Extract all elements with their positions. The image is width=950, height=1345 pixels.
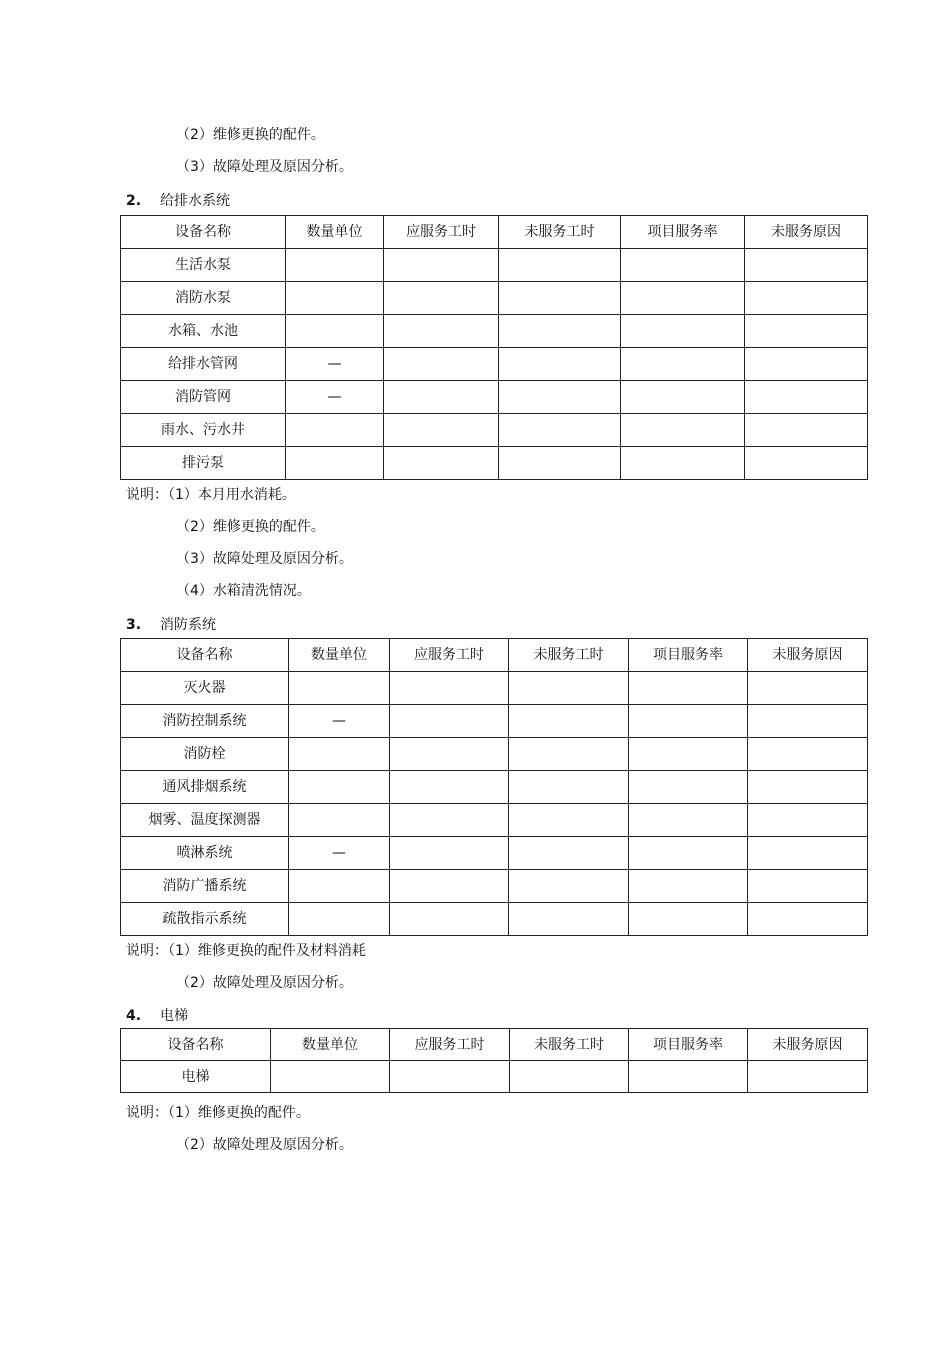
header-cell: 未服务工时	[499, 216, 621, 249]
empty-cell	[621, 249, 745, 282]
note-line: （2）故障处理及原因分析。	[176, 975, 353, 991]
unit-cell	[289, 903, 390, 936]
table-row	[121, 1061, 868, 1093]
note-line: （2）维修更换的配件。	[176, 127, 325, 143]
header-cell: 未服务工时	[510, 1029, 629, 1061]
header-cell: 未服务原因	[745, 216, 868, 249]
equipment-name-cell: 水箱、水池	[121, 315, 286, 348]
empty-cell	[384, 447, 499, 480]
table-row	[121, 348, 868, 381]
empty-cell	[745, 381, 868, 414]
empty-cell	[499, 447, 621, 480]
unit-cell	[289, 672, 390, 705]
note-line: （2）故障处理及原因分析。	[176, 1137, 353, 1153]
note-line	[126, 1104, 310, 1122]
unit-cell: —	[289, 837, 390, 870]
equipment-name-cell: 消防广播系统	[121, 870, 289, 903]
section-title: 电梯	[160, 1008, 188, 1024]
empty-cell	[509, 837, 629, 870]
section-title: 消防系统	[160, 617, 216, 633]
note-line	[126, 942, 366, 960]
empty-cell	[621, 282, 745, 315]
table-fire-system	[120, 638, 868, 936]
empty-cell	[748, 903, 868, 936]
empty-cell	[499, 381, 621, 414]
empty-cell	[629, 705, 748, 738]
equipment-name-cell: 雨水、污水井	[121, 414, 286, 447]
note-line: （3）故障处理及原因分析。	[176, 159, 353, 175]
empty-cell	[384, 381, 499, 414]
table-row	[121, 282, 868, 315]
empty-cell	[629, 903, 748, 936]
table-row	[121, 705, 868, 738]
empty-cell	[745, 249, 868, 282]
empty-cell	[510, 1061, 629, 1093]
equipment-name-cell: 疏散指示系统	[121, 903, 289, 936]
note-text: （1）维修更换的配件及材料消耗	[168, 943, 366, 959]
empty-cell	[390, 837, 509, 870]
empty-cell	[390, 804, 509, 837]
empty-cell	[629, 738, 748, 771]
section-title: 给排水系统	[160, 193, 230, 209]
unit-cell: —	[286, 381, 384, 414]
empty-cell	[629, 837, 748, 870]
empty-cell	[384, 249, 499, 282]
empty-cell	[509, 672, 629, 705]
empty-cell	[499, 249, 621, 282]
empty-cell	[621, 447, 745, 480]
section-heading	[126, 1007, 188, 1025]
unit-cell	[286, 414, 384, 447]
equipment-name-cell: 生活水泵	[121, 249, 286, 282]
empty-cell	[745, 315, 868, 348]
equipment-name-cell: 消防栓	[121, 738, 289, 771]
empty-cell	[748, 1061, 868, 1093]
empty-cell	[390, 771, 509, 804]
table-header-row	[121, 1029, 868, 1061]
table-row	[121, 837, 868, 870]
header-cell: 项目服务率	[629, 639, 748, 672]
unit-cell	[286, 447, 384, 480]
section-number: 4.	[126, 1008, 142, 1024]
unit-cell	[286, 315, 384, 348]
empty-cell	[509, 771, 629, 804]
header-cell: 设备名称	[121, 216, 286, 249]
empty-cell	[390, 1061, 510, 1093]
empty-cell	[384, 282, 499, 315]
table-row	[121, 672, 868, 705]
header-cell: 数量单位	[289, 639, 390, 672]
empty-cell	[748, 705, 868, 738]
empty-cell	[384, 414, 499, 447]
empty-cell	[390, 705, 509, 738]
equipment-name-cell: 喷淋系统	[121, 837, 289, 870]
unit-cell: —	[286, 348, 384, 381]
empty-cell	[509, 738, 629, 771]
header-cell: 应服务工时	[390, 639, 509, 672]
table-row	[121, 447, 868, 480]
empty-cell	[629, 870, 748, 903]
note-line	[126, 486, 296, 504]
equipment-name-cell: 消防管网	[121, 381, 286, 414]
empty-cell	[499, 414, 621, 447]
header-cell: 未服务原因	[748, 639, 868, 672]
table-header-row	[121, 216, 868, 249]
equipment-name-cell: 排污泵	[121, 447, 286, 480]
note-label: 说明：	[126, 943, 168, 959]
empty-cell	[745, 282, 868, 315]
header-cell: 项目服务率	[621, 216, 745, 249]
section-number: 3.	[126, 617, 142, 633]
table-row	[121, 870, 868, 903]
empty-cell	[748, 870, 868, 903]
empty-cell	[390, 672, 509, 705]
unit-cell	[289, 870, 390, 903]
unit-cell: —	[289, 705, 390, 738]
note-line: （4）水箱清洗情况。	[176, 583, 311, 599]
equipment-name-cell: 消防控制系统	[121, 705, 289, 738]
header-cell: 应服务工时	[390, 1029, 510, 1061]
empty-cell	[390, 870, 509, 903]
table-elevator	[120, 1028, 868, 1093]
table-row	[121, 381, 868, 414]
empty-cell	[390, 738, 509, 771]
empty-cell	[384, 348, 499, 381]
header-cell: 未服务工时	[509, 639, 629, 672]
unit-cell	[286, 249, 384, 282]
empty-cell	[748, 804, 868, 837]
table-row	[121, 804, 868, 837]
empty-cell	[509, 705, 629, 738]
table-water-system	[120, 215, 868, 480]
unit-cell	[289, 804, 390, 837]
table-row	[121, 315, 868, 348]
section-heading	[126, 616, 216, 634]
empty-cell	[621, 381, 745, 414]
empty-cell	[748, 837, 868, 870]
table-header-row	[121, 639, 868, 672]
note-label: 说明：	[126, 1105, 168, 1121]
header-cell: 项目服务率	[629, 1029, 748, 1061]
section-heading	[126, 192, 230, 210]
empty-cell	[621, 315, 745, 348]
note-text: （1）本月用水消耗。	[168, 487, 296, 503]
empty-cell	[745, 414, 868, 447]
empty-cell	[509, 804, 629, 837]
empty-cell	[748, 672, 868, 705]
unit-cell	[289, 771, 390, 804]
empty-cell	[629, 804, 748, 837]
empty-cell	[748, 771, 868, 804]
note-line: （3）故障处理及原因分析。	[176, 551, 353, 567]
empty-cell	[499, 282, 621, 315]
empty-cell	[509, 903, 629, 936]
empty-cell	[621, 414, 745, 447]
empty-cell	[499, 348, 621, 381]
table-row	[121, 249, 868, 282]
note-line: （2）维修更换的配件。	[176, 519, 325, 535]
section-number: 2.	[126, 193, 142, 209]
empty-cell	[745, 348, 868, 381]
header-cell: 设备名称	[121, 1029, 271, 1061]
empty-cell	[629, 672, 748, 705]
header-cell: 数量单位	[271, 1029, 390, 1061]
empty-cell	[390, 903, 509, 936]
unit-cell	[289, 738, 390, 771]
equipment-name-cell: 通风排烟系统	[121, 771, 289, 804]
equipment-name-cell: 电梯	[121, 1061, 271, 1093]
equipment-name-cell: 给排水管网	[121, 348, 286, 381]
header-cell: 设备名称	[121, 639, 289, 672]
empty-cell	[621, 348, 745, 381]
header-cell: 数量单位	[286, 216, 384, 249]
table-row	[121, 738, 868, 771]
empty-cell	[499, 315, 621, 348]
empty-cell	[509, 870, 629, 903]
empty-cell	[384, 315, 499, 348]
equipment-name-cell: 消防水泵	[121, 282, 286, 315]
equipment-name-cell: 灭火器	[121, 672, 289, 705]
table-row	[121, 414, 868, 447]
header-cell: 应服务工时	[384, 216, 499, 249]
table-row	[121, 771, 868, 804]
note-label: 说明：	[126, 487, 168, 503]
note-text: （1）维修更换的配件。	[168, 1105, 310, 1121]
unit-cell	[271, 1061, 390, 1093]
table-row	[121, 903, 868, 936]
empty-cell	[629, 771, 748, 804]
header-cell: 未服务原因	[748, 1029, 868, 1061]
empty-cell	[629, 1061, 748, 1093]
equipment-name-cell: 烟雾、温度探测器	[121, 804, 289, 837]
empty-cell	[745, 447, 868, 480]
empty-cell	[748, 738, 868, 771]
unit-cell	[286, 282, 384, 315]
